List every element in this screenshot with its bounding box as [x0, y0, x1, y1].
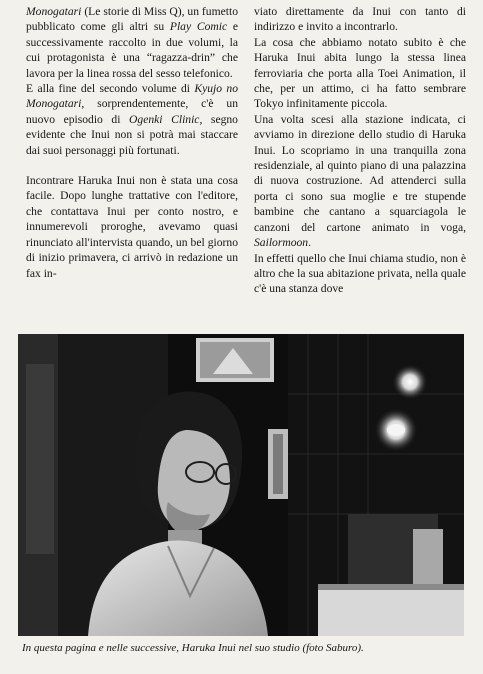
left-paragraph-1: Monogatari (Le storie di Miss Q), un fumetto pubblicato come gli altri su Play Comic e successivamente raccolto in due volumi, la cui protagonista è una “ragazza-drin” che lavora per la linea rossa del sesso telefonico.: [26, 5, 238, 80]
right-paragraph-4: In effetti quello che Inui chiama studio, non è altro che la sua abitazione privata, nella quale c'è una stanza dove: [254, 251, 466, 296]
desk-object: [413, 529, 443, 589]
right-paragraph-2: La cosa che abbiamo notato subito è che Haruka Inui abita lungo la stessa linea ferroviaria che porta alla Toei Animation, il che, per un attimo, ci ha fatto sembrare Tokyo infinitamente piccola.: [254, 35, 466, 111]
left-paragraph-3: Incontrare Haruka Inui non è stata una cosa facile. Dopo lunghe trattative con l'editore, che contattava Inui per conto nostro, e innumerevoli proroghe, avevamo quasi rinunciato all'intervista quando, un bel giorno di inizio primavera, ci arrivò in redazione un fax in-: [26, 174, 238, 280]
photo-caption: In questa pagina e nelle successive, Haruka Inui nel suo studio (foto Saburo).: [22, 642, 364, 654]
left-paragraph-2: E alla fine del secondo volume di Kyujo no Monogatari, sorprendentemente, c'è un nuovo episodio di Ogenki Clinic, segno evidente che Inui non si potrà mai staccare dai suoi personaggi più fortunati.: [26, 82, 239, 157]
right-paragraph-1: viato direttamente da Inui con tanto di indirizzo e invito a incontrarlo.: [254, 5, 466, 34]
left-text-column: [26, 4, 238, 281]
lamp-glow-upper: [392, 364, 428, 400]
desk-surface: [318, 584, 464, 636]
right-text-column: [254, 4, 466, 297]
studio-photo: [18, 334, 464, 636]
studio-photo-drawing: [18, 334, 464, 636]
right-paragraph-3: Una volta scesi alla stazione indicata, ci avviamo in direzione dello studio di Haruka Inui. Lo scopriamo in una tranquilla zona residenziale, al quinto piano di una palazzina di nuova costruzione. Ad attenderci sulla porta ci sono sua moglie e tre stupende bambine che cantano a squarciagola le canzoni del cartone animato in voga, Sailormoon.: [254, 112, 466, 250]
